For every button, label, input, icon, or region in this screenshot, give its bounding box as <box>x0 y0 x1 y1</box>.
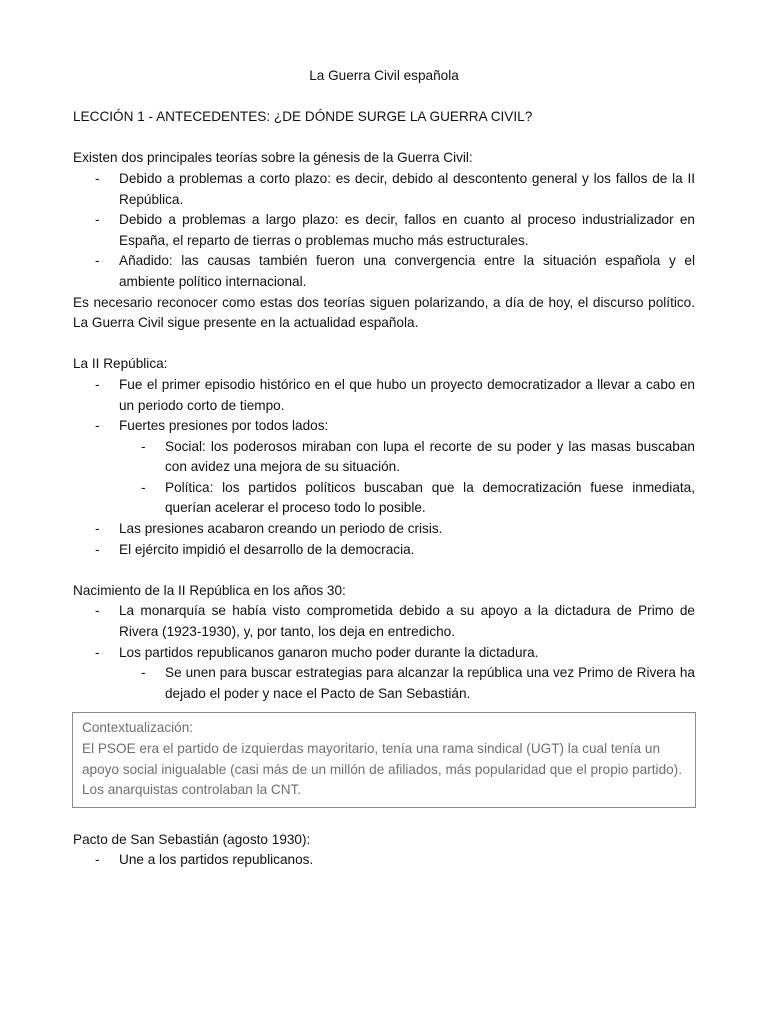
theories-list <box>73 169 695 293</box>
list-item-text: Une a los partidos republicanos. <box>119 852 314 868</box>
list-item-text: Los partidos republicanos ganaron mucho poder durante la dictadura. <box>119 644 539 660</box>
context-text: Los anarquistas controlaban la CNT. <box>82 782 302 798</box>
dash-bullet: - <box>95 603 100 619</box>
document-title: La Guerra Civil española <box>309 68 459 83</box>
spacer <box>73 334 695 355</box>
dash-bullet: - <box>141 479 146 495</box>
list-item-text: Añadido: las causas también fueron una convergencia entre la situación española y el ambiente político internacional. <box>119 253 695 289</box>
dash-bullet: - <box>141 438 146 454</box>
list-item <box>73 169 695 210</box>
spacer <box>73 808 695 830</box>
list-item <box>73 850 695 871</box>
dash-bullet: - <box>95 253 100 269</box>
context-box <box>72 712 696 807</box>
republic-heading: La II República: <box>73 356 168 372</box>
context-heading: Contextualización: <box>82 720 194 736</box>
list-item-text: Fue el primer episodio histórico en el que hubo un proyecto democratizador a llevar a cabo en un periodo corto de tiempo. <box>119 376 695 413</box>
republic-list <box>73 375 695 560</box>
list-item <box>73 601 695 642</box>
birth-list <box>73 601 695 704</box>
pressures-sublist <box>119 437 695 519</box>
parties-sublist <box>119 663 695 704</box>
context-text: El PSOE era el partido de izquierdas mayoritario, tenía una rama sindical (UGT) la cual tenía un apoyo social inigualable (casi más de un millón de afiliados, más popularidad que el propio partido). <box>82 741 682 777</box>
birth-heading: Nacimiento de la II República en los años 30: <box>73 582 346 598</box>
spacer <box>73 560 695 581</box>
lesson-title: LECCIÓN 1 - ANTECEDENTES: ¿DE DÓNDE SURGE LA GUERRA CIVIL? <box>73 109 533 125</box>
list-item-text: Fuertes presiones por todos lados: <box>119 418 329 434</box>
list-item <box>73 416 695 519</box>
sublist-item-text: Social: los poderosos miraban con lupa el recorte de su poder y las masas buscaban con avidez una mejora de su situación. <box>165 438 695 475</box>
pact-heading: Pacto de San Sebastián (agosto 1930): <box>73 831 311 847</box>
sublist-item <box>119 663 695 704</box>
sublist-item <box>119 437 695 478</box>
dash-bullet: - <box>95 644 100 660</box>
theories-intro: Existen dos principales teorías sobre la génesis de la Guerra Civil: <box>73 150 473 166</box>
dash-bullet: - <box>95 212 100 228</box>
dash-bullet: - <box>95 376 100 392</box>
dash-bullet: - <box>141 665 146 681</box>
sublist-item-text: Se unen para buscar estrategias para alcanzar la república una vez Primo de Rivera ha dejado el poder y nace el Pacto de San Sebastián. <box>165 665 695 701</box>
theories-conclusion: Es necesario reconocer como estas dos teorías siguen polarizando, a día de hoy, el discurso político. La Guerra Civil sigue presente en la actualidad española. <box>73 294 695 331</box>
dash-bullet: - <box>95 170 100 186</box>
pact-list <box>73 850 695 871</box>
list-item <box>73 519 695 540</box>
dash-bullet: - <box>95 521 100 537</box>
list-item-text: Las presiones acabaron creando un periodo de crisis. <box>119 521 443 537</box>
sublist-item-text: Política: los partidos políticos buscaban que la democratización fuese inmediata, querían acelerar el proceso todo lo posible. <box>165 479 695 516</box>
list-item <box>73 643 695 705</box>
list-item <box>73 375 695 416</box>
list-item-text: La monarquía se había visto comprometida debido a su apoyo a la dictadura de Primo de Rivera (1923-1930), y, por tanto, los deja en entredicho. <box>119 603 695 640</box>
list-item <box>73 540 695 561</box>
sublist-item <box>119 478 695 519</box>
list-item-text: Debido a problemas a largo plazo: es decir, fallos en cuanto al proceso industrializador en España, el reparto de tierras o problemas mucho más estructurales. <box>119 212 695 248</box>
list-item <box>73 251 695 292</box>
list-item-text: El ejército impidió el desarrollo de la democracia. <box>119 541 415 557</box>
list-item-text: Debido a problemas a corto plazo: es decir, debido al descontento general y los fallos de la II República. <box>119 170 695 207</box>
list-item <box>73 210 695 251</box>
dash-bullet: - <box>95 852 100 868</box>
dash-bullet: - <box>95 541 100 557</box>
dash-bullet: - <box>95 418 100 434</box>
